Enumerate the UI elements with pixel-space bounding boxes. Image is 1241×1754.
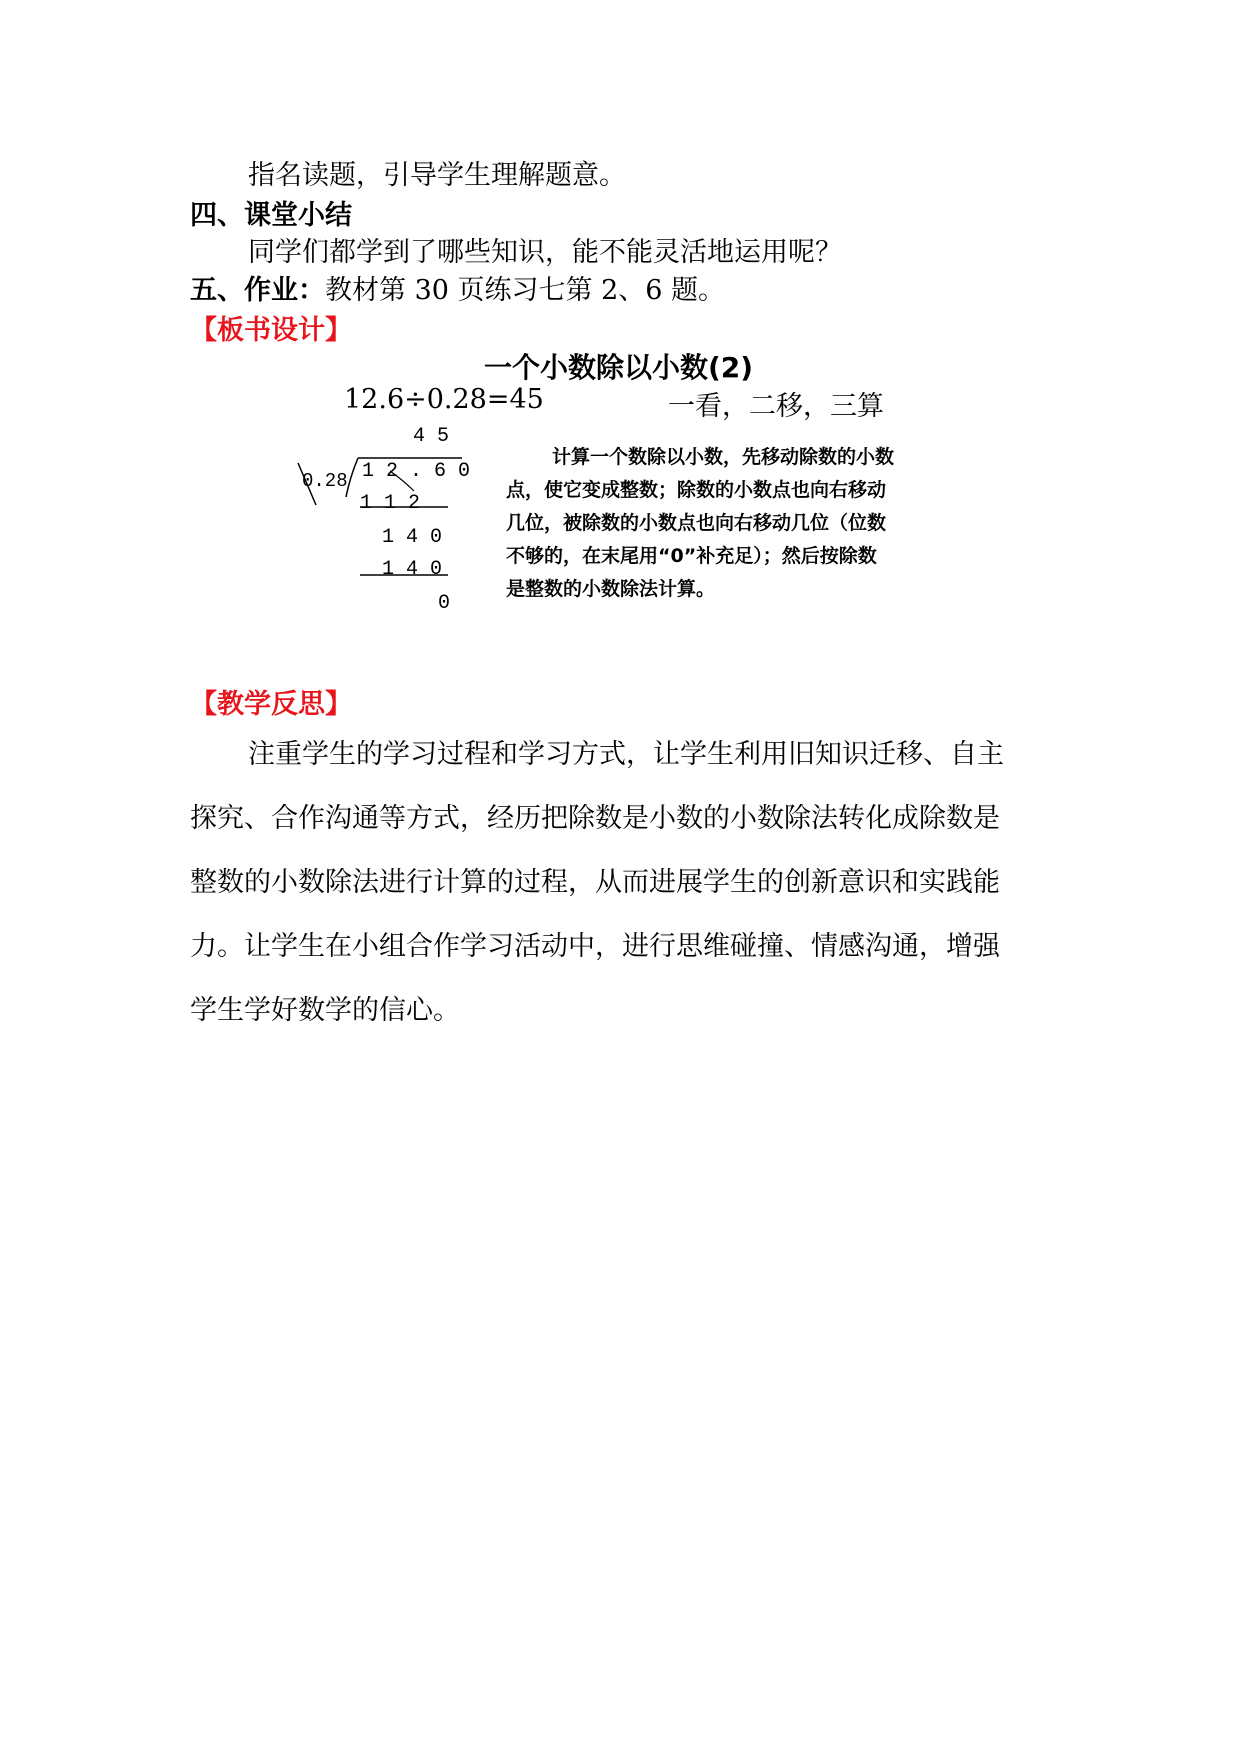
homework-line (190, 268, 725, 307)
reflection-line: 注重学生的学习过程和学习方式，让学生利用旧知识迁移、自主 (248, 739, 1004, 770)
section-heading-summary: 四、课堂小结 (190, 200, 352, 231)
board-formula: 12.6÷0.28=45 (344, 384, 544, 415)
explanation-line: 不够的，在末尾用“0”补充足）；然后按除数 (506, 545, 877, 567)
reflection-line: 整数的小数除法进行计算的过程，从而进展学生的创新意识和实践能 (190, 867, 1000, 898)
division-bracket-lines (290, 445, 470, 595)
explanation-line: 点，使它变成整数；除数的小数点也向右移动 (506, 479, 887, 501)
explanation-line: 几位，被除数的小数点也向右移动几位（位数 (506, 512, 887, 534)
calculation-explanation (506, 441, 894, 606)
product-step1: 1 1 2 (360, 492, 421, 515)
product-step2: 1 4 0 (382, 558, 443, 581)
reflection-heading: 【教学反思】 (190, 689, 352, 720)
reflection-paragraph (190, 723, 1060, 1043)
reflection-line: 探究、合作沟通等方式，经历把除数是小数的小数除法转化成除数是 (190, 803, 1000, 834)
divisor: 0.28 (302, 470, 348, 492)
reflection-line: 学生学好数学的信心。 (190, 995, 460, 1026)
final-remainder: 0 (438, 592, 451, 615)
quotient: 4 5 (413, 425, 450, 448)
reflection-line: 力。让学生在小组合作学习活动中，进行思维碰撞、情感沟通，增强 (190, 931, 1000, 962)
remainder-step1: 1 4 0 (382, 526, 443, 549)
board-tips: 一看，二移，三算 (668, 391, 884, 422)
instruction-line: 指名读题，引导学生理解题意。 (248, 160, 626, 191)
dividend: 1 2 . 6 0 (362, 460, 471, 483)
section-heading-homework: 五、作业： (190, 275, 325, 306)
explanation-line: 是整数的小数除法计算。 (506, 578, 716, 600)
summary-line: 同学们都学到了哪些知识，能不能灵活地运用呢？ (248, 237, 842, 268)
board-title: 一个小数除以小数(2) (484, 351, 754, 384)
board-design-heading: 【板书设计】 (190, 315, 352, 346)
homework-text: 教材第 30 页练习七第 2、6 题。 (325, 275, 726, 306)
explanation-line: 计算一个数除以小数，先移动除数的小数 (552, 446, 895, 468)
